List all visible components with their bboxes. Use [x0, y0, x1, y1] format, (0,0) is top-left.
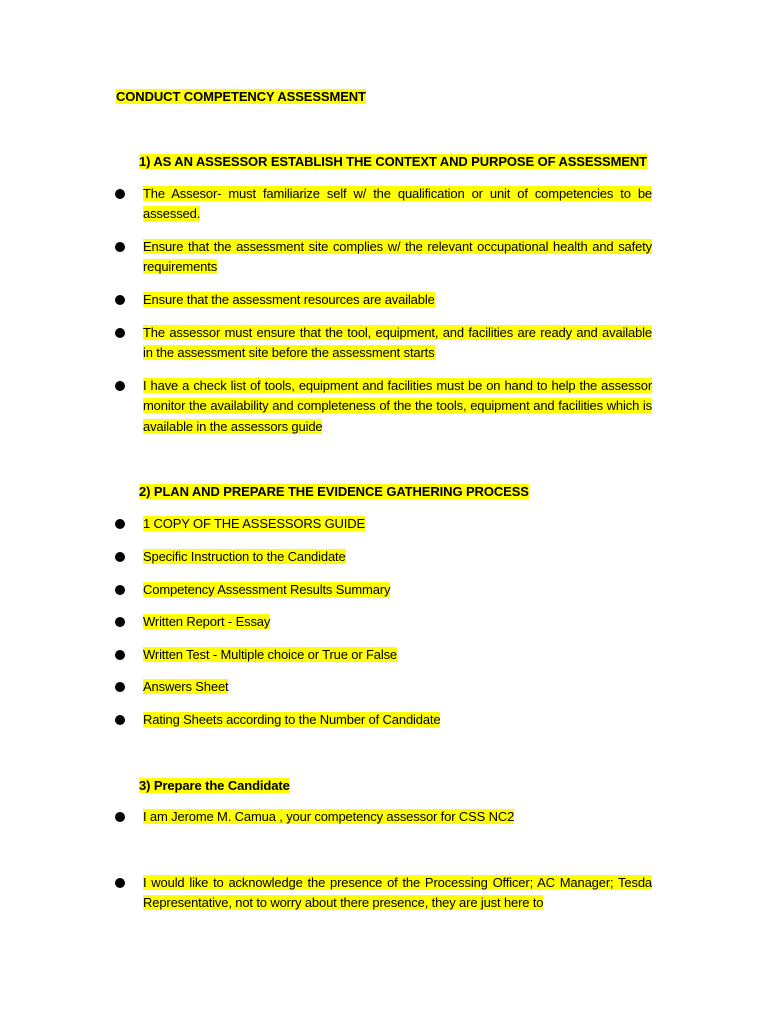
section-heading-1: 1) AS AN ASSESSOR ESTABLISH THE CONTEXT AND PURPOSE OF ASSESSMENT	[139, 154, 648, 169]
list-item-text: I have a check list of tools, equipment and facilities must be on hand to help the assessor monitor the availability and completeness of the the tools, equipment and facilities which is available in the assessors guide	[143, 378, 652, 434]
bullet-icon	[115, 585, 125, 595]
list-item	[114, 612, 654, 632]
list-item-text: I am Jerome M. Camua , your competency assessor for CSS NC2	[143, 809, 515, 824]
list-item-text: Ensure that the assessment site complies w/ the relevant occupational health and safety requirements	[143, 239, 652, 275]
list-item-text: Specific Instruction to the Candidate	[143, 549, 346, 564]
list-item	[114, 323, 654, 364]
bullet-icon	[115, 381, 125, 391]
list-item	[114, 184, 654, 225]
section-heading-2: 2) PLAN AND PREPARE THE EVIDENCE GATHERING PROCESS	[139, 484, 529, 499]
bullet-icon	[115, 295, 125, 305]
list-item	[114, 290, 654, 310]
bullet-icon	[115, 242, 125, 252]
list-item-text: Written Report - Essay	[143, 614, 271, 629]
bullet-icon	[115, 617, 125, 627]
bullet-icon	[115, 715, 125, 725]
list-item-text: Answers Sheet	[143, 679, 229, 694]
list-item	[114, 710, 654, 730]
list-item-text: I would like to acknowledge the presence of the Processing Officer; AC Manager; Tesda Representative, not to worry about there presence, they are just here to	[143, 875, 652, 911]
bullet-icon	[115, 682, 125, 692]
bullet-icon	[115, 650, 125, 660]
list-item-text: The Assesor- must familiarize self w/ the qualification or unit of competencies to be assessed.	[143, 186, 652, 222]
list-item	[114, 677, 654, 697]
list-item	[114, 807, 654, 827]
list-item-text: The assessor must ensure that the tool, equipment, and facilities are ready and available in the assessment site before the assessment starts	[143, 325, 652, 361]
bullet-icon	[115, 519, 125, 529]
bullet-icon	[115, 878, 125, 888]
section-heading-3: 3) Prepare the Candidate	[139, 778, 290, 793]
list-item-text: Written Test - Multiple choice or True or False	[143, 647, 398, 662]
bullet-icon	[115, 328, 125, 338]
list-item-text: Ensure that the assessment resources are available	[143, 292, 435, 307]
list-item	[114, 873, 654, 914]
document-title: CONDUCT COMPETENCY ASSESSMENT	[116, 89, 366, 104]
list-item-text: Rating Sheets according to the Number of Candidate	[143, 712, 441, 727]
list-item	[114, 645, 654, 665]
list-item	[114, 376, 654, 437]
list-item-text: 1 COPY OF THE ASSESSORS GUIDE	[143, 516, 366, 531]
list-item	[114, 514, 654, 534]
list-item	[114, 237, 654, 278]
bullet-icon	[115, 812, 125, 822]
bullet-icon	[115, 552, 125, 562]
list-item	[114, 547, 654, 567]
list-item-text: Competency Assessment Results Summary	[143, 582, 391, 597]
list-item	[114, 580, 654, 600]
bullet-icon	[115, 189, 125, 199]
